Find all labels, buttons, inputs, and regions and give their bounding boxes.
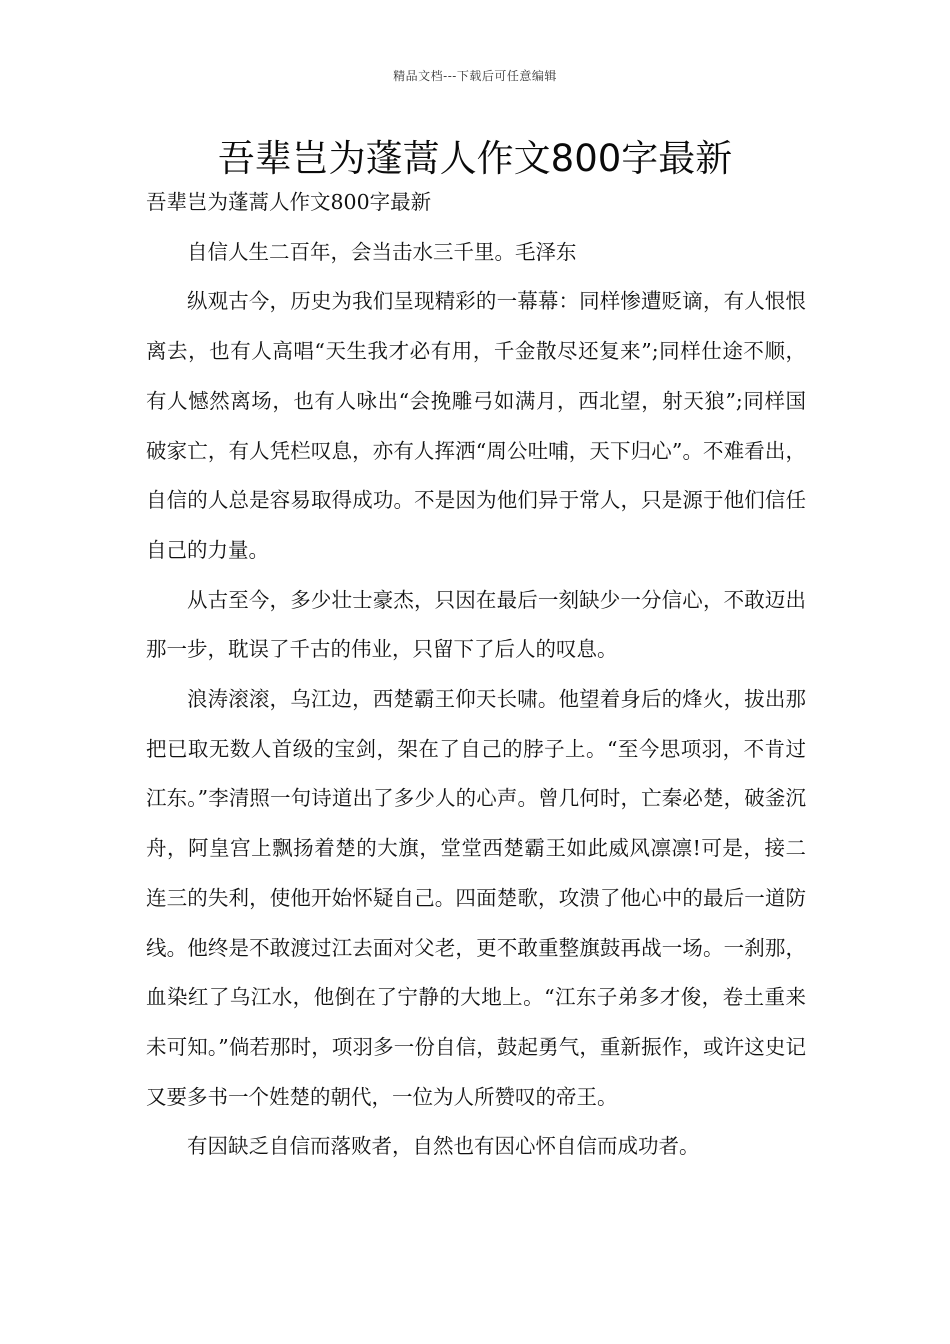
paragraph: 纵观古今，历史为我们呈现精彩的一幕幕：同样惨遭贬谪，有人恨恨离去，也有人高唱“天生我才必有用，千金散尽还复来”;同样仕途不顺，有人憾然离场，也有人咏出“会挽雕弓如满月，西北望，射天狼”;同样国破家亡，有人凭栏叹息，亦有人挥洒“周公吐哺，天下归心”。不难看出，自信的人总是容易取得成功。不是因为他们异于常人，只是源于他们信任自己的力量。 [146,289,806,562]
paragraph: 从古至今，多少壮士豪杰，只因在最后一刻缺少一分信心，不敢迈出那一步，耽误了千古的伟业，只留下了后人的叹息。 [146,587,806,662]
subtitle-line: 吾辈岂为蓬蒿人作文800字最新 [146,190,432,214]
header-note: 精品文档---下载后可任意编辑 [393,69,557,83]
document-title: 吾辈岂为蓬蒿人作文800字最新 [217,137,733,180]
paragraph: 有因缺乏自信而落败者，自然也有因心怀自信而成功者。 [187,1134,700,1159]
paragraph: 自信人生二百年，会当击水三千里。毛泽东 [187,239,577,264]
document-body [146,178,806,1172]
paragraph: 浪涛滚滚，乌江边，西楚霸王仰天长啸。他望着身后的烽火，拔出那把已取无数人首级的宝剑，架在了自己的脖子上。“至今思项羽，不肯过江东。”李清照一句诗道出了多少人的心声。曾几何时，亡秦必楚，破釜沉舟，阿皇宫上飘扬着楚的大旗，堂堂西楚霸王如此威风凛凛!可是，接二连三的失利，使他开始怀疑自己。四面楚歌，攻溃了他心中的最后一道防线。他终是不敢渡过江去面对父老，更不敢重整旗鼓再战一场。一刹那，血染红了乌江水，他倒在了宁静的大地上。“江东子弟多才俊，卷土重来未可知。”倘若那时，项羽多一份自信，鼓起勇气，重新振作，或许这史记又要多书一个姓楚的朝代，一位为人所赞叹的帝王。 [146,687,806,1109]
